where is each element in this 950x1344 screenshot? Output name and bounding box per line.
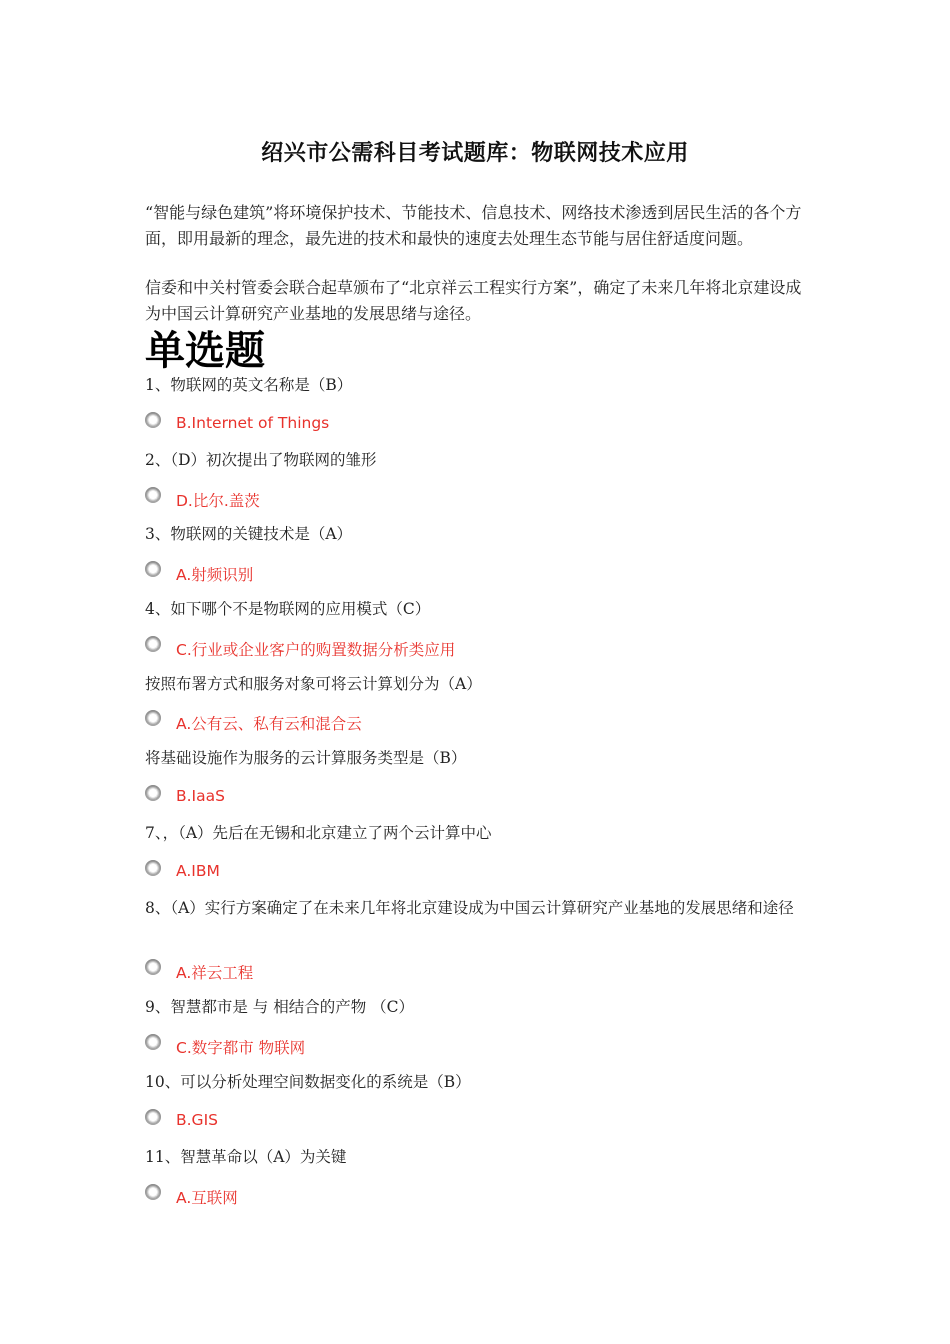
radio-button-icon[interactable] — [145, 412, 161, 428]
radio-button-icon[interactable] — [145, 710, 161, 726]
section-heading: 单选题 — [145, 328, 265, 374]
answer-label: B.Internet of Things — [176, 414, 330, 432]
question-text: 3、物联网的关键技术是（A） — [145, 525, 353, 543]
radio-button-icon[interactable] — [145, 1109, 161, 1125]
answer-label: B.GIS — [176, 1111, 218, 1129]
question-text: 按照布署方式和服务对象可将云计算划分为（A） — [145, 675, 482, 693]
question-text: 8、（A）实行方案确定了在未来几年将北京建设成为中国云计算研究产业基地的发展思绪和途径 — [145, 899, 794, 917]
answer-label: C.行业或企业客户的购置数据分析类应用 — [176, 641, 456, 659]
question-text: 4、如下哪个不是物联网的应用模式（C） — [145, 600, 431, 618]
answer-label: D.比尔.盖茨 — [176, 492, 260, 510]
answer-label: A.互联网 — [176, 1189, 238, 1207]
answer-label: A.IBM — [176, 862, 220, 880]
answer-option[interactable] — [145, 412, 645, 436]
radio-button-icon[interactable] — [145, 785, 161, 801]
answer-option[interactable] — [145, 710, 645, 734]
intro-paragraph-2: 信委和中关村管委会联合起草颁布了“北京祥云工程实行方案”，确定了未来几年将北京建设成为中国云计算研究产业基地的发展思绪与途径。 — [145, 278, 802, 323]
document-title: 绍兴市公需科目考试题库：物联网技术应用 — [261, 140, 689, 166]
question-text: 11、智慧革命以（A）为关键 — [145, 1148, 347, 1166]
radio-button-icon[interactable] — [145, 1034, 161, 1050]
answer-label: B.IaaS — [176, 787, 225, 805]
answer-option[interactable] — [145, 636, 645, 660]
answer-label: C.数字都市 物联网 — [176, 1039, 306, 1057]
answer-option[interactable] — [145, 1184, 645, 1208]
question-text: 2、（D）初次提出了物联网的雏形 — [145, 451, 377, 469]
question-text: 10、可以分析处理空间数据变化的系统是（B） — [145, 1073, 471, 1091]
answer-label: A.公有云、私有云和混合云 — [176, 715, 362, 733]
intro-paragraph-1: “智能与绿色建筑”将环境保护技术、节能技术、信息技术、网络技术渗透到居民生活的各个方面，即用最新的理念，最先进的技术和最快的速度去处理生态节能与居住舒适度问题。 — [145, 203, 802, 248]
answer-label: A.祥云工程 — [176, 964, 254, 982]
radio-button-icon[interactable] — [145, 636, 161, 652]
answer-option[interactable] — [145, 959, 645, 983]
question-text: 9、智慧都市是 与 相结合的产物 （C） — [145, 998, 415, 1016]
question-text: 将基础设施作为服务的云计算服务类型是（B） — [145, 749, 467, 767]
question-text: 1、物联网的英文名称是（B） — [145, 376, 353, 394]
answer-option[interactable] — [145, 860, 645, 884]
answer-option[interactable] — [145, 1109, 645, 1133]
answer-option[interactable] — [145, 487, 645, 511]
answer-label: A.射频识别 — [176, 566, 254, 584]
radio-button-icon[interactable] — [145, 959, 161, 975]
radio-button-icon[interactable] — [145, 860, 161, 876]
answer-option[interactable] — [145, 561, 645, 585]
answer-option[interactable] — [145, 1034, 645, 1058]
answer-option[interactable] — [145, 785, 645, 809]
radio-button-icon[interactable] — [145, 487, 161, 503]
radio-button-icon[interactable] — [145, 561, 161, 577]
radio-button-icon[interactable] — [145, 1184, 161, 1200]
question-text: 7、，（A）先后在无锡和北京建立了两个云计算中心 — [145, 824, 492, 842]
